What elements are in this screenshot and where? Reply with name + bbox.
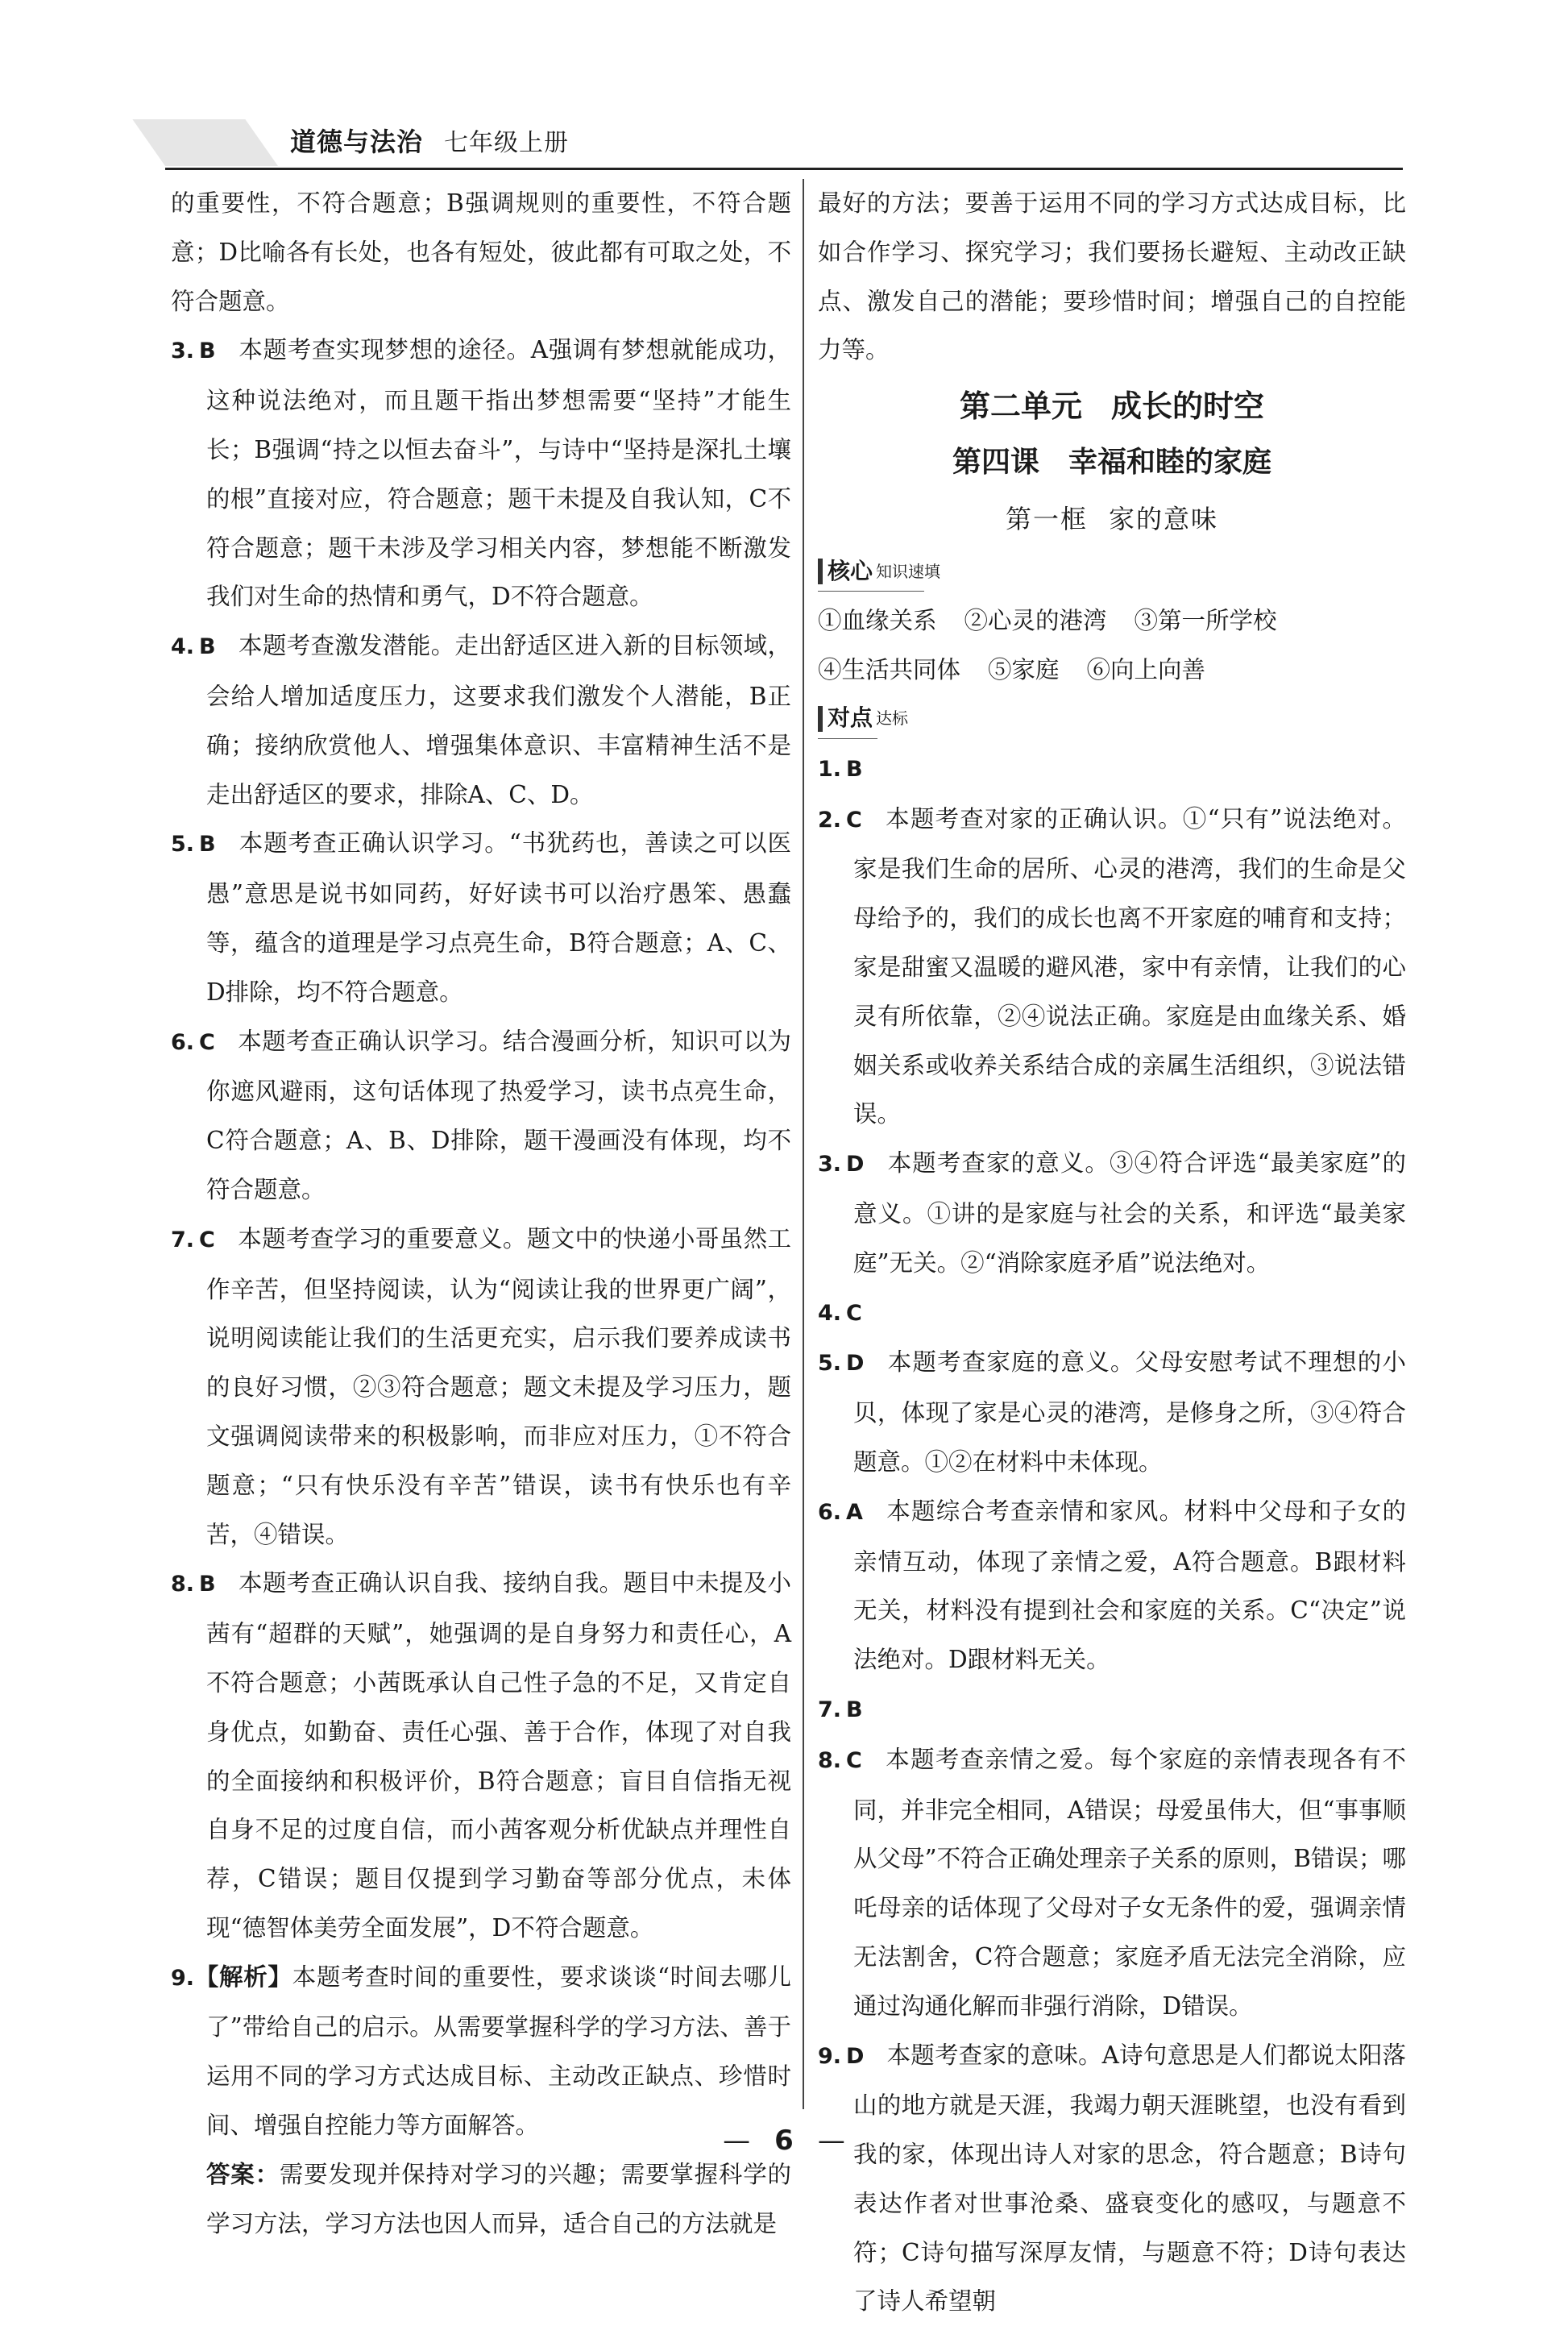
answer-item: 5. B 本题考查正确认识学习。“书犹药也，善读之可以医愚”意思是说书如同药，好好读书可以治疗愚笨、愚蠢等，蕴含的道理是学习点亮生命，B符合题意；A、C、D排除，均不符合题意。 (171, 819, 791, 1016)
left-continuation: 的重要性，不符合题意；B强调规则的重要性，不符合题意；D比喻各有长处，也各有短处，彼此都有可取之处，不符合题意。 (171, 179, 791, 326)
unit-title: 第二单元 成长的时空 (818, 378, 1406, 434)
header-tab-shape (132, 119, 278, 166)
left-answer-list (171, 326, 791, 2248)
book-title: 道德与法治 (290, 127, 423, 157)
answer-item: 1. B (818, 744, 1406, 795)
right-continuation: 最好的方法；要善于运用不同的学习方式达成目标，比如合作学习、探究学习；我们要扬长避短、主动改正缺点、激发自己的潜能；要珍惜时间；增强自己的自控能力等。 (818, 179, 1406, 375)
right-column (818, 179, 1406, 2326)
analysis-label: 【解析】 (194, 1963, 292, 1991)
header-title (290, 121, 569, 163)
header-rule (165, 168, 1403, 170)
answer-item: 8. B 本题考查正确认识自我、接纳自我。题目中未提及小茜有“超群的天赋”，她强调的是自身努力和责任心，A不符合题意；小茜既承认自己性子急的不足，又肯定自身优点，如勤奋、责任心强、善于合作，体现了对自我的全面接纳和积极评价，B符合题意；盲目自信指无视自身不足的过度自信，而小茜客观分析优缺点并理性自荐，C错误；题目仅提到学习勤奋等部分优点，未体现“德智体美劳全面发展”，D不符合题意。 (171, 1559, 791, 1952)
answer-item: 4. C (818, 1288, 1406, 1339)
core-knowledge-tag: 核心 知识速填 (818, 550, 1406, 592)
answer-item: 8. C 本题考查亲情之爱。每个家庭的亲情表现各有不同，并非完全相同，A错误；母爱虽伟大，但“事事顺从父母”不符合正确处理亲子关系的原则，B错误；哪吒母亲的话体现了父母对子女无条件的爱，强调亲情无法割舍，C符合题意；家庭矛盾无法完全消除，应通过沟通化解而非强行消除，D错误。 (818, 1735, 1406, 2031)
answer-item: 7. C 本题考查学习的重要意义。题文中的快递小哥虽然工作辛苦，但坚持阅读，认为“阅读让我的世界更广阔”，说明阅读能让我们的生活更充实，启示我们要养成读书的良好习惯，②③符合题意；题文未提及学习压力，题文强调阅读带来的积极影响，而非应对压力，①不符合题意；“只有快乐没有辛苦”错误，读书有快乐也有辛苦，④错误。 (171, 1215, 791, 1560)
frame-title: 第一框 家的意味 (818, 491, 1406, 547)
book-grade: 七年级上册 (444, 129, 569, 157)
answer-item: 5. D 本题考查家庭的意义。父母安慰考试不理想的小贝，体现了家是心灵的港湾，是修身之所，③④符合题意。①②在材料中未体现。 (818, 1338, 1406, 1486)
core-answers-row-2: ④生活共同体 ⑤家庭 ⑥向上向善 (818, 646, 1406, 695)
q9-answer: 答案：需要发现并保持对学习的兴趣；需要掌握科学的学习方法，学习方法也因人而异，适合自己的方法就是 (171, 2150, 791, 2249)
column-divider (803, 179, 804, 2109)
answer-item: 6. A 本题综合考查亲情和家风。材料中父母和子女的亲情互动，体现了亲情之爱，A符合题意。B跟材料无关，材料没有提到社会和家庭的关系。C“决定”说法绝对。D跟材料无关。 (818, 1487, 1406, 1684)
left-column (171, 179, 791, 2248)
answer-item: 9. D 本题考查家的意味。A诗句意思是人们都说太阳落山的地方就是天涯，我竭力朝天涯眺望，也没有看到我的家，体现出诗人对家的思念，符合题意；B诗句表达作者对世事沧桑、盛衰变化的感叹，与题意不符；C诗句描写深厚友情，与题意不符；D诗句表达了诗人希望朝 (818, 2031, 1406, 2326)
lesson-title: 第四课 幸福和睦的家庭 (818, 434, 1406, 491)
answer-item: 6. C 本题考查正确认识学习。结合漫画分析，知识可以为你遮风避雨，这句话体现了热爱学习，读书点亮生命，C符合题意；A、B、D排除，题干漫画没有体现，均不符合题意。 (171, 1017, 791, 1215)
core-answers-row-1: ①血缘关系 ②心灵的港湾 ③第一所学校 (818, 596, 1406, 646)
practice-tag: 对点 达标 (818, 698, 1406, 740)
answer-item: 3. D 本题考查家的意义。③④符合评选“最美家庭”的意义。①讲的是家庭与社会的关系，和评选“最美家庭”无关。②“消除家庭矛盾”说法绝对。 (818, 1139, 1406, 1287)
right-answer-list (818, 744, 1406, 2326)
answer-item: 7. B (818, 1684, 1406, 1735)
answer-item: 4. B 本题考查激发潜能。走出舒适区进入新的目标领域，会给人增加适度压力，这要求我们激发个人潜能，B正确；接纳欣赏他人、增强集体意识、丰富精神生活不是走出舒适区的要求，排除A、C、D。 (171, 621, 791, 819)
answer-label: 答案： (206, 2161, 280, 2188)
page-number: — 6 — (0, 2125, 1568, 2157)
answer-item-q9: 9.【解析】本题考查时间的重要性，要求谈谈“时间去哪儿了”带给自己的启示。从需要掌握科学的学习方法、善于运用不同的学习方式达成目标、主动改正缺点、珍惜时间、增强自控能力等方面解答。 (171, 1953, 791, 2150)
answer-item: 3. B 本题考查实现梦想的途径。A强调有梦想就能成功，这种说法绝对，而且题干指出梦想需要“坚持”才能生长；B强调“持之以恒去奋斗”，与诗中“坚持是深扎土壤的根”直接对应，符合题意；题干未提及自我认知，C不符合题意；题干未涉及学习相关内容，梦想能不断激发我们对生命的热情和勇气，D不符合题意。 (171, 326, 791, 621)
answer-item: 2. C 本题考查对家的正确认识。①“只有”说法绝对。家是我们生命的居所、心灵的港湾，我们的生命是父母给予的，我们的成长也离不开家庭的哺育和支持；家是甜蜜又温暖的避风港，家中有亲情，让我们的心灵有所依靠，②④说法正确。家庭是由血缘关系、婚姻关系或收养关系结合成的亲属生活组织，③说法错误。 (818, 795, 1406, 1140)
